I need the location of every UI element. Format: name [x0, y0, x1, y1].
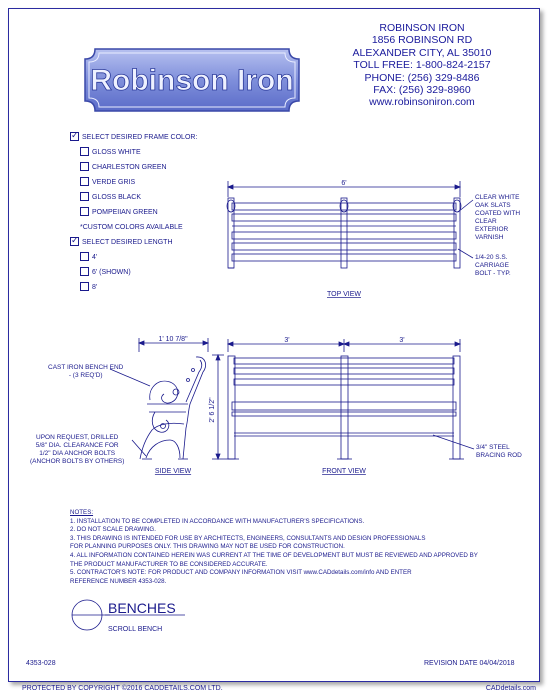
- note-line: REFERENCE NUMBER 4353-028.: [70, 577, 167, 585]
- callout-bracing-rod: 3/4" STEEL BRACING ROD: [476, 444, 522, 459]
- callout-bench-end: CAST IRON BENCH END - (3 REQ'D): [48, 364, 124, 379]
- side-view-height: 2' 6 1/2": [209, 397, 216, 423]
- frame-color-heading[interactable]: ✓SELECT DESIRED FRAME COLOR:: [70, 130, 197, 145]
- logo-text: Robinson Iron: [90, 64, 294, 97]
- top-view-label: TOP VIEW: [327, 291, 361, 298]
- color-option[interactable]: CHARLESTON GREEN: [70, 160, 197, 175]
- front-view-dim-right: 3': [399, 337, 405, 344]
- note-line: 1. INSTALLATION TO BE COMPLETED IN ACCORDANCE WITH MANUFACTURER'S SPECIFICATIONS.: [70, 517, 365, 525]
- note-line: 4. ALL INFORMATION CONTAINED HEREIN WAS CURRENT AT THE TIME OF DEVELOPMENT BUT MUST BE REVIEWED AND APPROVED BY: [70, 551, 478, 559]
- company-fax: FAX: (256) 329-8960: [373, 84, 471, 97]
- length-option[interactable]: 8': [70, 280, 197, 295]
- company-address: 1856 ROBINSON RD: [371, 34, 473, 47]
- note-line: THE PRODUCT MANUFACTURER TO BE CONSIDERED ACCURATE.: [70, 560, 268, 568]
- reference-number: 4353-028: [26, 660, 56, 667]
- top-view-dim: 6': [341, 180, 347, 187]
- callout-anchor-bolts: UPON REQUEST, DRILLED 5/8" DIA. CLEARANCE FOR 1/2" DIA ANCHOR BOLTS (ANCHOR BOLTS BY OTHERS): [30, 434, 125, 465]
- custom-colors-note: *CUSTOM COLORS AVAILABLE: [80, 224, 183, 231]
- front-view-label: FRONT VIEW: [322, 468, 366, 475]
- note-line: 2. DO NOT SCALE DRAWING.: [70, 526, 156, 534]
- copyright-text: PROTECTED BY COPYRIGHT ©2016 CADDETAILS.COM LTD.: [22, 685, 223, 692]
- color-option[interactable]: GLOSS WHITE: [70, 145, 197, 160]
- title-symbol: [70, 598, 110, 632]
- company-city: ALEXANDER CITY, AL 35010: [352, 46, 492, 59]
- color-option[interactable]: POMPEIIAN GREEN: [70, 205, 197, 220]
- color-option[interactable]: VERDE GRIS: [70, 175, 197, 190]
- callout-oak-slats: CLEAR WHITE OAK SLATS COATED WITH CLEAR EXTERIOR VARNISH: [475, 194, 521, 241]
- length-heading[interactable]: ✓SELECT DESIRED LENGTH: [70, 235, 197, 250]
- cad-details-link[interactable]: CADdetails.com: [485, 685, 536, 692]
- notes-block: [70, 509, 478, 586]
- front-view-dim-left: 3': [284, 337, 290, 344]
- length-option[interactable]: 6' (SHOWN): [70, 265, 197, 280]
- note-line: FOR PLANNING PURPOSES ONLY. THIS DRAWING MAY NOT BE USED FOR CONSTRUCTION.: [70, 543, 345, 551]
- color-option[interactable]: GLOSS BLACK: [70, 190, 197, 205]
- drawing-title: BENCHES: [108, 600, 176, 616]
- company-phone: PHONE: (256) 329-8486: [364, 71, 480, 84]
- callout-carriage-bolt: 1/4-20 S.S. CARRIAGE BOLT - TYP.: [475, 254, 511, 277]
- side-view-width: 1' 10 7/8": [158, 336, 188, 343]
- side-view-label: SIDE VIEW: [154, 468, 192, 475]
- company-name: ROBINSON IRON: [379, 22, 465, 34]
- note-line: 5. CONTRACTOR'S NOTE: FOR PRODUCT AND COMPANY INFORMATION VISIT www.CADdetails.com/info AND ENTER: [70, 569, 412, 577]
- note-line: 3. THIS DRAWING IS INTENDED FOR USE BY ARCHITECTS, ENGINEERS, CONSULTANTS AND DESIGN PROFESSIONALS: [70, 534, 426, 542]
- copyright-bar: [8, 682, 542, 696]
- length-option[interactable]: 4': [70, 250, 197, 265]
- notes-title: NOTES:: [70, 509, 94, 516]
- revision-date: REVISION DATE 04/04/2018: [424, 660, 515, 667]
- company-tollfree: TOLL FREE: 1-800-824-2157: [353, 59, 491, 72]
- company-web[interactable]: www.robinsoniron.com: [369, 96, 475, 109]
- drawing-subtitle: SCROLL BENCH: [108, 626, 163, 633]
